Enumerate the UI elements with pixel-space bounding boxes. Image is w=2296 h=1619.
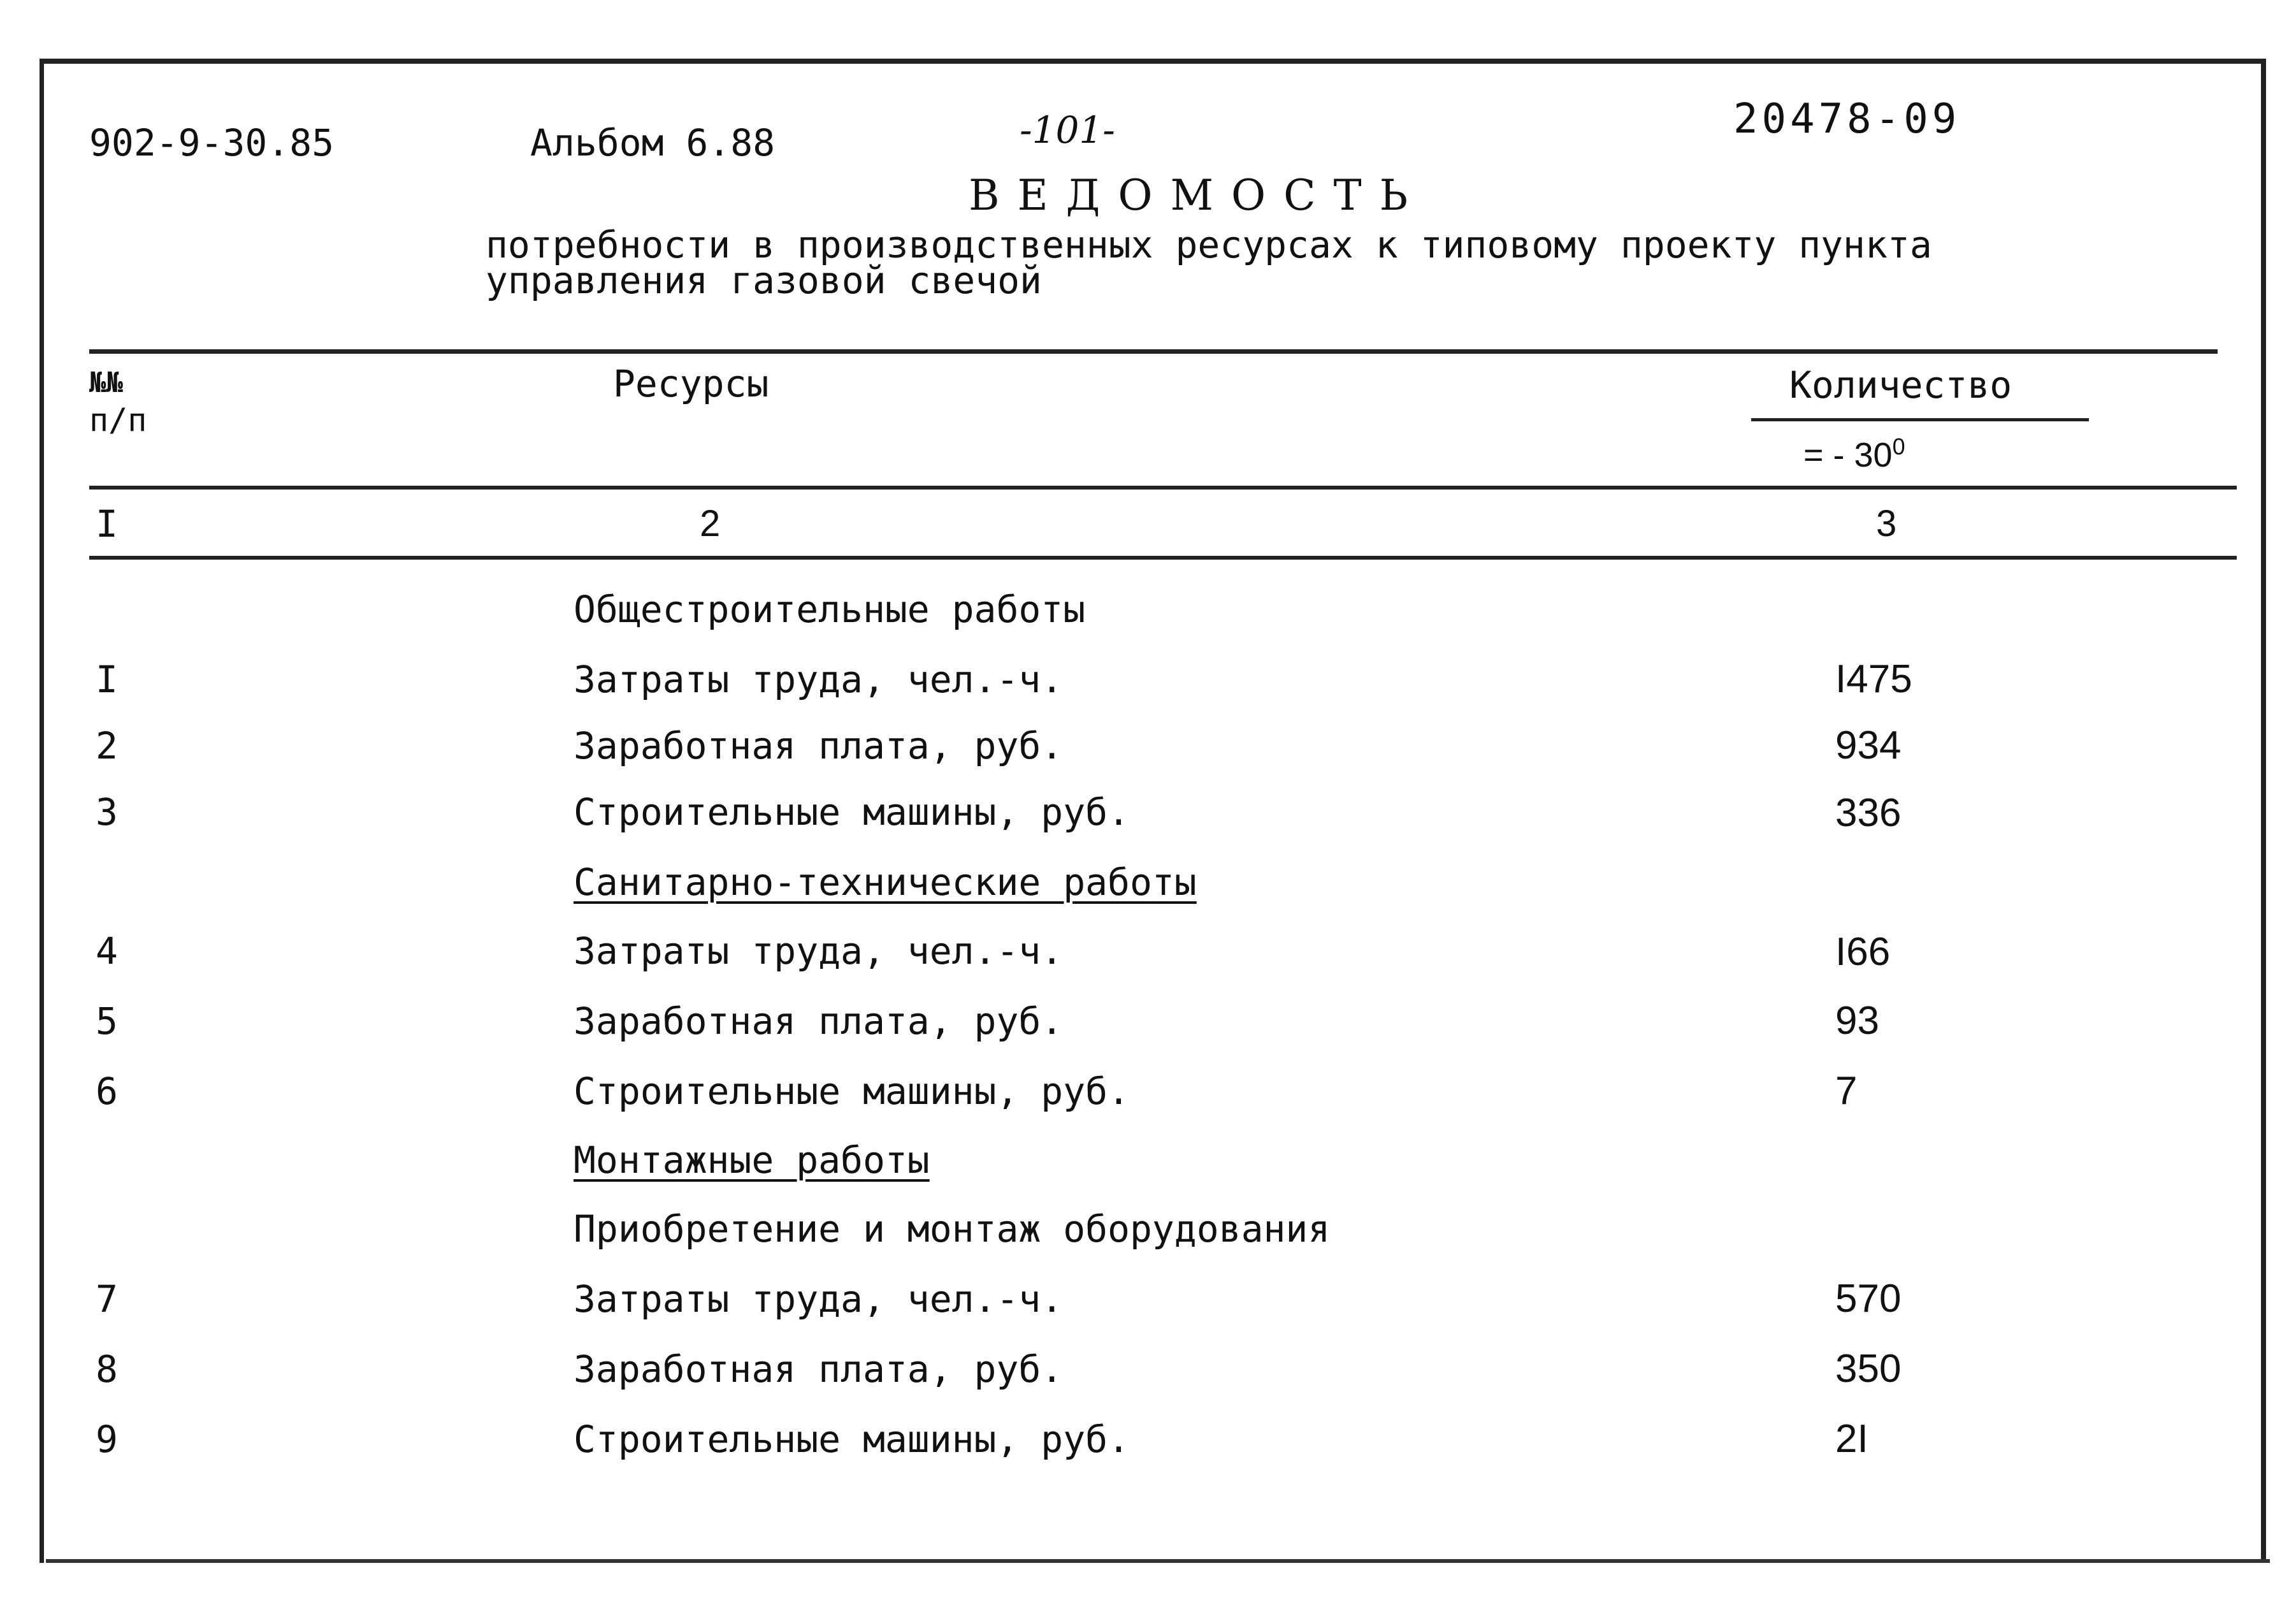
section-general-construction: Общестроительные работы: [574, 588, 1086, 631]
col-index-1: I: [96, 502, 118, 546]
frame-top-border: [40, 59, 2264, 64]
row-quantity: 7: [1835, 1069, 1858, 1113]
row-resource: Заработная плата, руб.: [574, 999, 1064, 1043]
row-number: 7: [96, 1277, 118, 1321]
row-resource: Заработная плата, руб.: [574, 1347, 1064, 1391]
document-number: 20478-09: [1733, 96, 1961, 143]
section-installation: Монтажные работы: [574, 1138, 930, 1182]
col-number-label-2: п/п: [89, 402, 147, 439]
row-quantity: 350: [1835, 1347, 1902, 1391]
row-number: 3: [96, 790, 118, 834]
row-number: 9: [96, 1418, 118, 1461]
row-number: 4: [96, 929, 118, 973]
row-number: I: [96, 658, 118, 701]
row-quantity: I66: [1835, 930, 1891, 974]
row-quantity: 336: [1835, 791, 1902, 835]
row-resource: Строительные машины, руб.: [574, 790, 1130, 834]
row-number: 2: [96, 724, 118, 767]
row-quantity: 2I: [1835, 1417, 1868, 1461]
quantity-header-rule: [1751, 418, 2089, 421]
album-number: Альбом 6.88: [530, 121, 776, 164]
project-code: 902-9-30.85: [89, 121, 335, 164]
col-index-3: 3: [1876, 503, 1897, 544]
row-quantity: I475: [1835, 657, 1912, 701]
frame-bottom-border: [46, 1559, 2270, 1563]
frame-left-border: [40, 59, 44, 1563]
col-number-label-1: №№: [89, 367, 123, 399]
col-resources-label: Ресурсы: [613, 362, 769, 405]
row-quantity: 93: [1835, 999, 1879, 1043]
row-resource: Затраты труда, чел.-ч.: [574, 929, 1064, 973]
page-title: ВЕДОМОСТЬ: [969, 171, 1426, 220]
row-quantity: 570: [1835, 1277, 1902, 1321]
index-row-rule: [89, 556, 2237, 560]
subtitle-line-1: потребности в производственных ресурсах к типовому проекту пункта: [486, 223, 1932, 266]
section-equipment-purchase: Приобретение и монтаж оборудования: [574, 1207, 1331, 1251]
header-bottom-rule: [89, 486, 2237, 490]
col-index-2: 2: [700, 503, 721, 544]
row-resource: Заработная плата, руб.: [574, 724, 1064, 767]
page-mark: -101-: [1020, 108, 1115, 152]
frame-right-border: [2261, 59, 2266, 1563]
section-sanitary-technical: Санитарно-технические работы: [574, 860, 1197, 904]
row-resource: Затраты труда, чел.-ч.: [574, 658, 1064, 701]
col-quantity-label: Количество: [1789, 363, 2012, 407]
table-top-rule: [89, 349, 2218, 354]
row-quantity: 934: [1835, 723, 1902, 767]
row-resource: Строительные машины, руб.: [574, 1418, 1130, 1461]
subtitle-line-2: управления газовой свечой: [486, 259, 1042, 302]
row-resource: Строительные машины, руб.: [574, 1070, 1130, 1113]
col-quantity-condition-value: = - 30: [1803, 436, 1893, 474]
row-number: 5: [96, 999, 118, 1043]
degree-sign: 0: [1892, 433, 1905, 460]
row-number: 8: [96, 1347, 118, 1391]
row-number: 6: [96, 1070, 118, 1113]
col-quantity-condition: [1803, 433, 1905, 475]
row-resource: Затраты труда, чел.-ч.: [574, 1277, 1064, 1321]
